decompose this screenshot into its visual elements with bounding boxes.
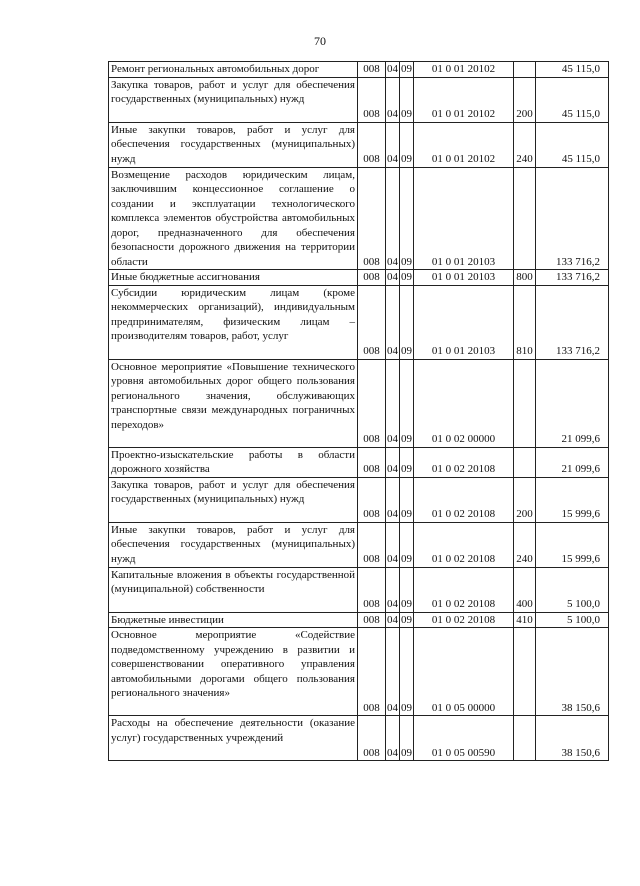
subsection-code-cell: 09 <box>400 285 414 359</box>
table-row <box>109 359 609 447</box>
amount-cell: 5 100,0 <box>536 612 609 628</box>
amount-cell: 133 716,2 <box>536 285 609 359</box>
expense-type-code-cell: 240 <box>514 522 536 567</box>
table-row <box>109 270 609 286</box>
expense-type-code-cell: 800 <box>514 270 536 286</box>
section-code-cell: 04 <box>386 77 400 122</box>
table-row <box>109 285 609 359</box>
subsection-code-cell: 09 <box>400 167 414 270</box>
grbs-code-cell: 008 <box>358 477 386 522</box>
amount-cell: 38 150,6 <box>536 716 609 761</box>
grbs-code-cell: 008 <box>358 628 386 716</box>
grbs-code-cell: 008 <box>358 567 386 612</box>
target-article-code-cell: 01 0 01 20103 <box>414 285 514 359</box>
target-article-code-cell: 01 0 01 20102 <box>414 77 514 122</box>
subsection-code-cell: 09 <box>400 122 414 167</box>
section-code-cell: 04 <box>386 477 400 522</box>
grbs-code-cell: 008 <box>358 359 386 447</box>
table-row <box>109 477 609 522</box>
grbs-code-cell: 008 <box>358 62 386 78</box>
table-row <box>109 167 609 270</box>
subsection-code-cell: 09 <box>400 477 414 522</box>
budget-table-body <box>109 62 609 761</box>
expense-name-cell <box>109 447 358 477</box>
table-row <box>109 447 609 477</box>
expense-type-code-cell: 400 <box>514 567 536 612</box>
expense-name-cell <box>109 77 358 122</box>
target-article-code-cell: 01 0 02 20108 <box>414 447 514 477</box>
amount-cell: 38 150,6 <box>536 628 609 716</box>
expense-type-code-cell <box>514 62 536 78</box>
expense-type-code-cell <box>514 628 536 716</box>
target-article-code-cell: 01 0 01 20103 <box>414 167 514 270</box>
table-row <box>109 567 609 612</box>
expense-name-cell <box>109 62 358 78</box>
expense-type-code-cell <box>514 359 536 447</box>
grbs-code-cell: 008 <box>358 522 386 567</box>
subsection-code-cell: 09 <box>400 716 414 761</box>
grbs-code-cell: 008 <box>358 716 386 761</box>
expense-name-text: Закупка товаров, работ и услуг для обеспечения государственных (муниципальных) нужд <box>111 78 355 105</box>
table-row <box>109 628 609 716</box>
subsection-code-cell: 09 <box>401 63 412 75</box>
expense-type-code-cell: 810 <box>514 285 536 359</box>
expense-name-cell <box>109 716 358 761</box>
amount-cell: 133 716,2 <box>536 270 609 286</box>
subsection-code-cell: 09 <box>400 567 414 612</box>
section-code-cell: 04 <box>386 122 400 167</box>
expense-name-text: Расходы на обеспечение деятельности (оказание услуг) государственных учреждений <box>111 717 355 744</box>
expense-name-text: Иные закупки товаров, работ и услуг для обеспечения государственных (муниципальных) нужд <box>111 523 355 565</box>
section-code-cell: 04 <box>387 613 398 626</box>
target-article-code-cell: 01 0 02 20108 <box>414 477 514 522</box>
expense-name-text: Бюджетные инвестиции <box>111 613 224 626</box>
subsection-code-cell: 09 <box>401 613 412 626</box>
target-article-code-cell: 01 0 01 20102 <box>414 62 514 78</box>
subsection-code-cell: 09 <box>401 271 412 283</box>
expense-name-cell <box>109 612 358 628</box>
section-code-cell: 04 <box>386 716 400 761</box>
amount-cell: 45 115,0 <box>536 77 609 122</box>
section-code-cell: 04 <box>386 285 400 359</box>
expense-type-code-cell: 200 <box>514 477 536 522</box>
expense-name-text: Капитальные вложения в объекты государственной (муниципальной) собственности <box>111 568 355 595</box>
amount-cell: 21 099,6 <box>536 447 609 477</box>
expense-name-text: Иные закупки товаров, работ и услуг для обеспечения государственных (муниципальных) нужд <box>111 123 355 165</box>
subsection-code-cell: 09 <box>400 447 414 477</box>
section-code-cell: 04 <box>387 63 398 75</box>
grbs-code-cell: 008 <box>358 612 386 628</box>
subsection-code-cell: 09 <box>400 522 414 567</box>
target-article-code-cell: 01 0 05 00000 <box>414 628 514 716</box>
expense-type-code-cell <box>514 167 536 270</box>
expense-name-cell <box>109 285 358 359</box>
expense-name-text: Основное мероприятие «Содействие подведомственному учреждению в развитии и совершенствовании оперативного управления автомобильными дорогами общего пользования регионального значения» <box>111 629 355 699</box>
expense-name-cell <box>109 167 358 270</box>
target-article-code-cell: 01 0 05 00590 <box>414 716 514 761</box>
expense-name-text: Закупка товаров, работ и услуг для обеспечения государственных (муниципальных) нужд <box>111 478 355 505</box>
section-code-cell: 04 <box>386 522 400 567</box>
expense-name-text: Иные бюджетные ассигнования <box>111 271 260 283</box>
target-article-code-cell: 01 0 01 20103 <box>414 270 514 286</box>
expense-name-cell <box>109 522 358 567</box>
table-row <box>109 122 609 167</box>
expense-name-text: Проектно-изыскательские работы в области дорожного хозяйства <box>111 448 355 475</box>
target-article-code-cell: 01 0 02 00000 <box>414 359 514 447</box>
expense-name-cell <box>109 477 358 522</box>
amount-cell: 15 999,6 <box>536 522 609 567</box>
expense-name-cell <box>109 270 358 286</box>
section-code-cell: 04 <box>387 271 398 283</box>
expense-name-text: Ремонт региональных автомобильных дорог <box>111 63 320 75</box>
expense-name-cell <box>109 567 358 612</box>
amount-cell: 5 100,0 <box>536 567 609 612</box>
grbs-code-cell: 008 <box>358 270 386 286</box>
grbs-code-cell: 008 <box>358 77 386 122</box>
budget-table <box>108 61 609 761</box>
grbs-code-cell: 008 <box>358 447 386 477</box>
target-article-code-cell: 01 0 02 20108 <box>414 567 514 612</box>
expense-type-code-cell: 200 <box>514 77 536 122</box>
target-article-code-cell: 01 0 02 20108 <box>414 522 514 567</box>
grbs-code-cell: 008 <box>358 122 386 167</box>
subsection-code-cell: 09 <box>400 77 414 122</box>
expense-name-text: Субсидии юридическим лицам (кроме некоммерческих организаций), индивидуальным предпринимателям, физическим лицам – производителям товаров, работ, услуг <box>111 286 355 342</box>
amount-cell: 45 115,0 <box>536 122 609 167</box>
amount-cell: 45 115,0 <box>536 62 609 78</box>
expense-name-cell <box>109 359 358 447</box>
target-article-code-cell: 01 0 02 20108 <box>414 612 514 628</box>
amount-cell: 133 716,2 <box>536 167 609 270</box>
table-row <box>109 612 609 628</box>
expense-name-text: Возмещение расходов юридическим лицам, заключившим концессионное соглашение о создании и эксплуатации технологического комплекса элементов обустройства автомобильных дорог, предназначенного для обеспечения безопасности дорожного движения на территории области <box>111 168 355 268</box>
table-row <box>109 62 609 78</box>
expense-type-code-cell <box>514 447 536 477</box>
amount-cell: 21 099,6 <box>536 359 609 447</box>
section-code-cell: 04 <box>386 447 400 477</box>
page-number: 70 <box>314 34 326 48</box>
table-row <box>109 716 609 761</box>
expense-type-code-cell: 410 <box>514 612 536 628</box>
section-code-cell: 04 <box>386 567 400 612</box>
subsection-code-cell: 09 <box>400 628 414 716</box>
table-row <box>109 77 609 122</box>
expense-name-cell <box>109 122 358 167</box>
expense-name-text: Основное мероприятие «Повышение технического уровня автомобильных дорог общего пользования регионального значения, обслуживающих транспортные связи международных пограничных переходов» <box>111 360 355 431</box>
subsection-code-cell: 09 <box>400 359 414 447</box>
section-code-cell: 04 <box>386 628 400 716</box>
section-code-cell: 04 <box>386 167 400 270</box>
expense-name-cell <box>109 628 358 716</box>
expense-type-code-cell <box>514 716 536 761</box>
target-article-code-cell: 01 0 01 20102 <box>414 122 514 167</box>
section-code-cell: 04 <box>386 359 400 447</box>
expense-type-code-cell: 240 <box>514 122 536 167</box>
grbs-code-cell: 008 <box>358 285 386 359</box>
table-row <box>109 522 609 567</box>
grbs-code-cell: 008 <box>358 167 386 270</box>
amount-cell: 15 999,6 <box>536 477 609 522</box>
